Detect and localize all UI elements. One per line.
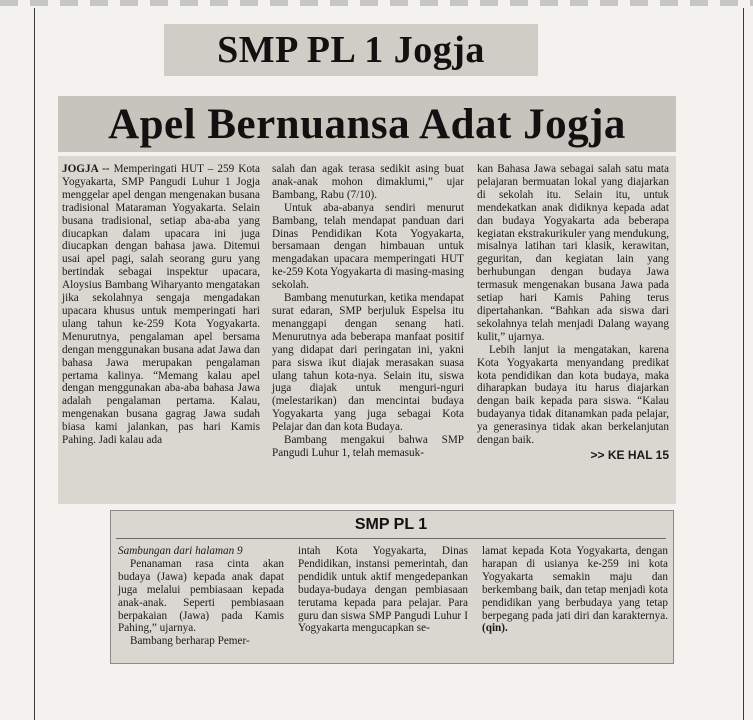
continuation-paragraph (482, 545, 668, 635)
continuation-column-2 (298, 545, 468, 635)
article-column-3 (477, 163, 669, 462)
paragraph-text: Memperingati HUT – 259 Kota Yogyakarta, SMP Pangudi Luhur 1 Jogja menggelar apel dengan mengenakan busana tradisional Mataraman Yogyakarta. Selain busana tradisional, setiap aba-aba yang diucapkan dalam upacara ini juga diucapkan dengan bahasa jawa. Ditemui usai apel pagi, salah seorang guru yang bertindak sebagai inspektur upacara, Aloysius Bambang Wiharyanto mengatakan jika sekolahnya sengaja mengadakan upacara khusus untuk memperingati hari ulang tahun ke-259 Kota Yogyakarta. Menurutnya, pengalaman apel bersama dengan menggunakan busana adat Jawa dan bahasa Jawa merupakan pengalaman pertama kalinya. “Memang kalau apel dengan menggunakan aba-aba bahasa Jawa adalah pengalaman pertama. Kalau, mengenakan busana gagrag Jawa sudah biasa kami jalankan, pas hari Kamis Pahing. Jadi kalau ada (62, 163, 260, 447)
article-column-1 (62, 163, 260, 447)
continuation-paragraph: intah Kota Yogyakarta, Dinas Pendidikan, instansi pemerintah, dan pendidik untuk aktif mengedepankan budaya-budaya dengan pembiasaan terutama kepada para pelajar. Para guru dan siswa SMP Pangudi Luhur I Yogyakarta mengucapkan se- (298, 545, 468, 635)
continuation-column-1 (118, 545, 284, 648)
article-paragraph: kan Bahasa Jawa sebagai salah satu mata pelajaran bermuatan lokal yang diajarkan di sekolah itu. Selain itu, untuk mendekatkan anak didiknya kepada adat dan budaya Yogyakarta ada beberapa kegiatan ekstrakurikuler yang mendukung, misalnya latihan tari klasik, kerawitan, geguritan, dan kegiatan lain yang berhubungan dengan budaya Jawa termasuk mengenakan busana Jawa pada setiap hari Kamis Pahing terus dipertahankan. “Bahkan ada siswa dari sekolahnya telah menjadi Dalang wayang kulit,” ujarnya. (477, 163, 669, 343)
headline: Apel Bernuansa Adat Jogja (58, 96, 676, 152)
article-paragraph (62, 163, 260, 447)
continuation-title-rule (116, 538, 666, 539)
article-paragraph: Bambang mengakui bahwa SMP Pangudi Luhur 1, telah memasuk- (272, 434, 464, 459)
continuation-title: SMP PL 1 (354, 516, 428, 533)
jump-to-page-label: >> KE HAL 15 (590, 447, 669, 462)
article-paragraph: Untuk aba-abanya sendiri menurut Bambang, telah mendapat panduan dari Dinas Pendidikan Kota Yogyakarta, bersamaan dengan himbauan untuk mengadakan upacara memperingati HUT ke-259 Kota Yogyakarta di masing-masing sekolah. (272, 201, 464, 292)
article-paragraph: Bambang menuturkan, ketika mendapat surat edaran, SMP berjuluk Espelsa itu menanggapi dengan senang hati. Menurutnya ada beberapa manfaat positif yang didapat dari peringatan ini, yakni para siswa ikut diajak merasakan suasa ulang tahun kota-nya. Selain itu, siswa juga diajak untuk menguri-nguri (melestarikan) dan mencintai budaya Yogyakarta yang juga sebagai Kota Pelajar dan dan kota Budaya. (272, 292, 464, 434)
author-signoff: (qin). (482, 622, 508, 635)
section-kicker: SMP PL 1 Jogja (164, 24, 538, 76)
clipping-top-edge (0, 0, 753, 6)
continuation-paragraph: Bambang berharap Pemer- (130, 635, 250, 648)
article-column-2 (272, 163, 464, 460)
article-paragraph: salah dan agak terasa sedikit asing buat anak-anak mohon dimaklumi,” ujar Bambang, Rabu (7/10). (272, 163, 464, 201)
article-paragraph: Lebih lanjut ia mengatakan, karena Kota Yogyakarta menyandang predikat kota pendidikan dan kota budaya, maka diharapkan budaya itu harus diajarkan dengan baik kepada para siswa. “Kalau budayanya tidak ditanamkan pada pelajar, ya generasinya tidak akan berkelanjutan dengan baik. (477, 343, 669, 447)
continuation-paragraph: Penanaman rasa cinta akan budaya (Jawa) kepada anak dapat juga melalui pembiasaan kepada anak-anak. Seperti pembiasaan berpakaian (Jawa) pada Kamis Pahing,” ujarnya. (118, 557, 284, 635)
paragraph-text: lamat kepada Kota Yogyakarta, dengan harapan di usianya ke-259 ini kota Yogyakarta semakin maju dan berkembang baik, dan tetap menjadi kota pendidikan yang berbudaya yang tetap berpegang pada jati diri dan karakternya. (482, 545, 668, 622)
dateline: JOGJA -- (62, 163, 110, 175)
continued-from-label: Sambungan dari halaman 9 (118, 545, 243, 557)
continuation-column-3 (482, 545, 668, 635)
